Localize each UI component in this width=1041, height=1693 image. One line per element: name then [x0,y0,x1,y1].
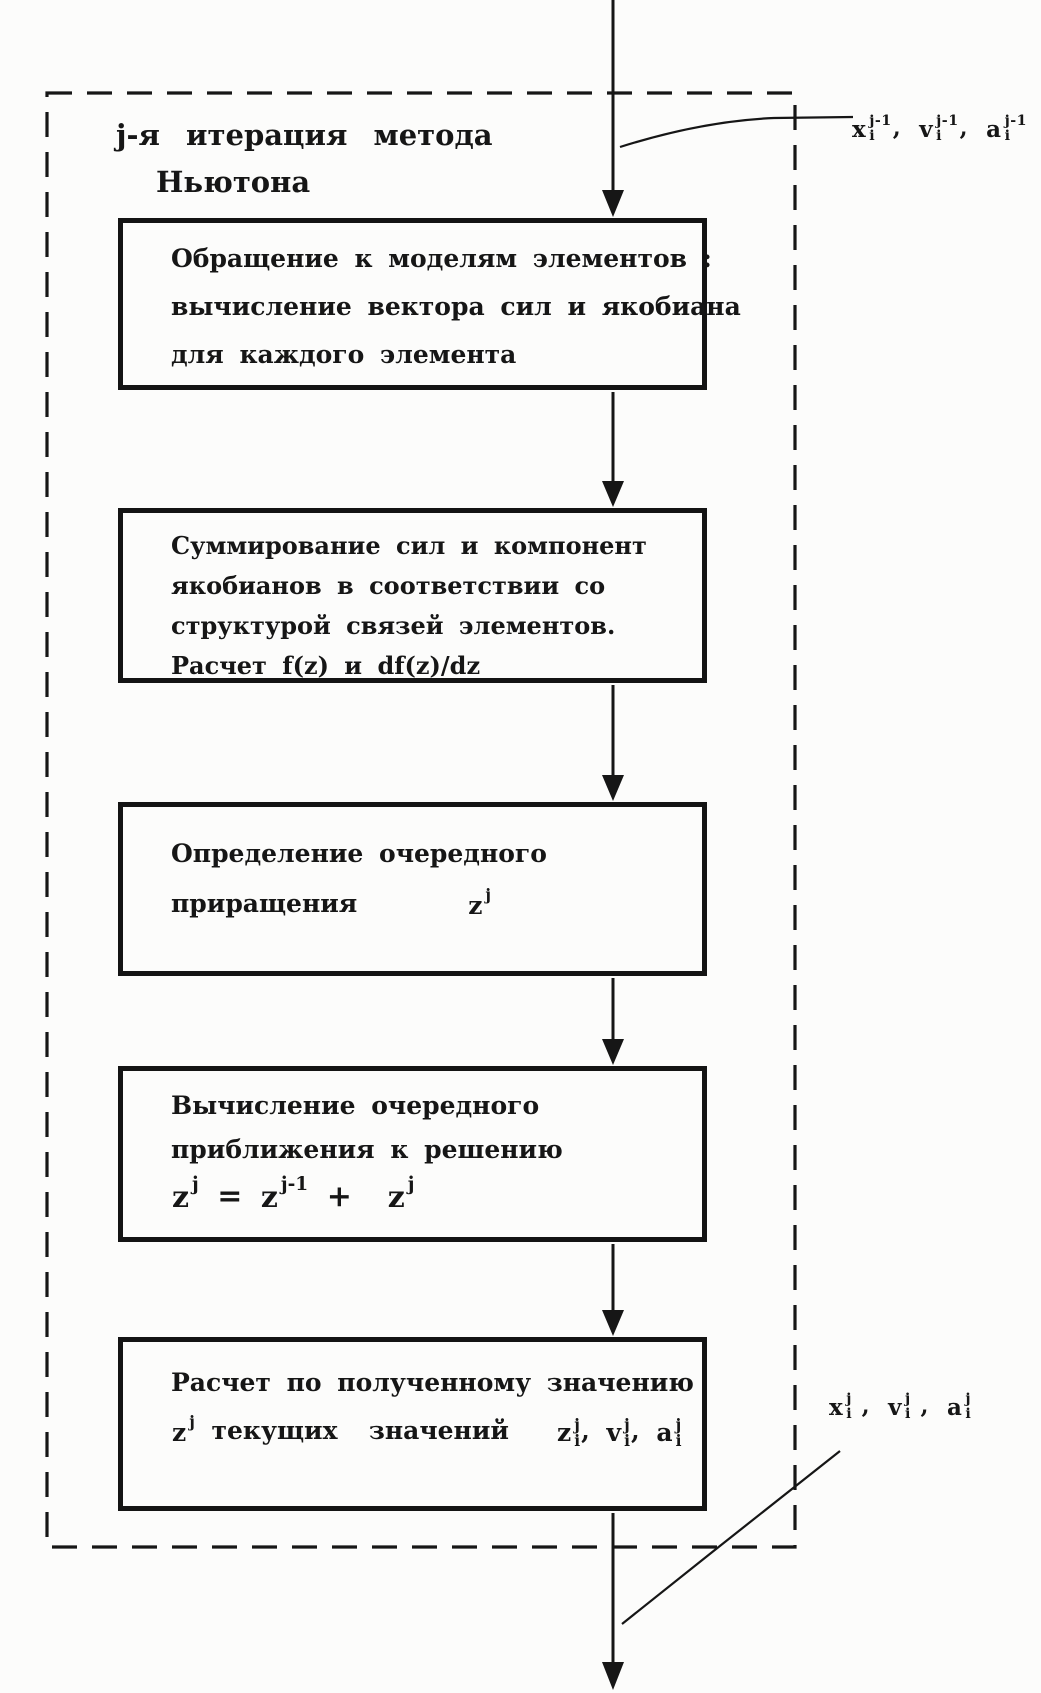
math-var: x j i [829,1391,853,1422]
annotation-previous-iteration-values [851,114,1028,144]
box-line-formula [123,1175,702,1219]
math-var: a j i [947,1391,972,1422]
math-text: приращения [171,889,358,918]
process-box-current-values [118,1337,707,1511]
box-line: вычисление вектора сил и якобиана [171,292,741,321]
process-box-element-models [118,218,741,390]
arrowhead-exit [602,1662,624,1690]
box-line: Вычисление очередного [171,1091,540,1120]
math-var: v j-1 i [919,113,959,144]
process-box-increment [118,802,707,976]
math-text: , [892,114,919,141]
math-var: v j i [888,1391,911,1422]
box-line: Расчет по полученному значению [171,1368,694,1397]
math-var: v j i [606,1414,630,1450]
box-line: якобианов в соответствии со [171,571,606,600]
leader-line-input [620,117,853,147]
arrowhead-3-4 [602,1039,624,1065]
math-var: z j i [557,1414,581,1450]
arrowhead-entry [602,190,624,217]
box-line: приближения к решению [171,1135,563,1164]
box-line: для каждого элемента [171,340,517,369]
annotation-current-iteration-values [828,1392,972,1422]
math-text: = [199,1179,260,1214]
process-box-approximation [118,1066,707,1242]
box-line: структурой связей элементов. [171,611,616,640]
math-var: z j [468,885,492,920]
title-line-1: j-я итерация метода [116,118,493,152]
box-line: Суммирование сил и компонент [171,531,647,560]
process-box-summation [118,508,707,683]
diagram-title [116,112,493,206]
math-text [357,889,467,918]
arrowhead-1-2 [602,481,624,507]
math-text: , [853,1392,888,1419]
math-var: z j-1 [260,1173,309,1215]
math-text: текущих значений [195,1416,557,1445]
arrowhead-2-3 [602,775,624,801]
math-var: a j i [656,1414,682,1450]
math-var: x j-1 i [852,113,892,144]
math-text: , [581,1416,606,1445]
box-line: Расчет f(z) и df(z)/dz [171,651,481,680]
math-var: a j-1 i [986,113,1028,144]
arrowhead-4-5 [602,1310,624,1336]
math-text: , [630,1416,656,1445]
title-line-2: Ньютона [156,165,311,199]
box-line-formula [123,879,702,929]
math-var: z j [172,1173,199,1215]
math-text: + [309,1179,387,1214]
box-line-formula [123,1407,702,1455]
box-line: Определение очередного [171,839,547,868]
math-text: , [959,114,986,141]
math-text: , [911,1392,946,1419]
math-var: z j [387,1173,415,1215]
math-var: z j [172,1412,195,1447]
box-line: Обращение к моделям элементов : [171,244,712,273]
